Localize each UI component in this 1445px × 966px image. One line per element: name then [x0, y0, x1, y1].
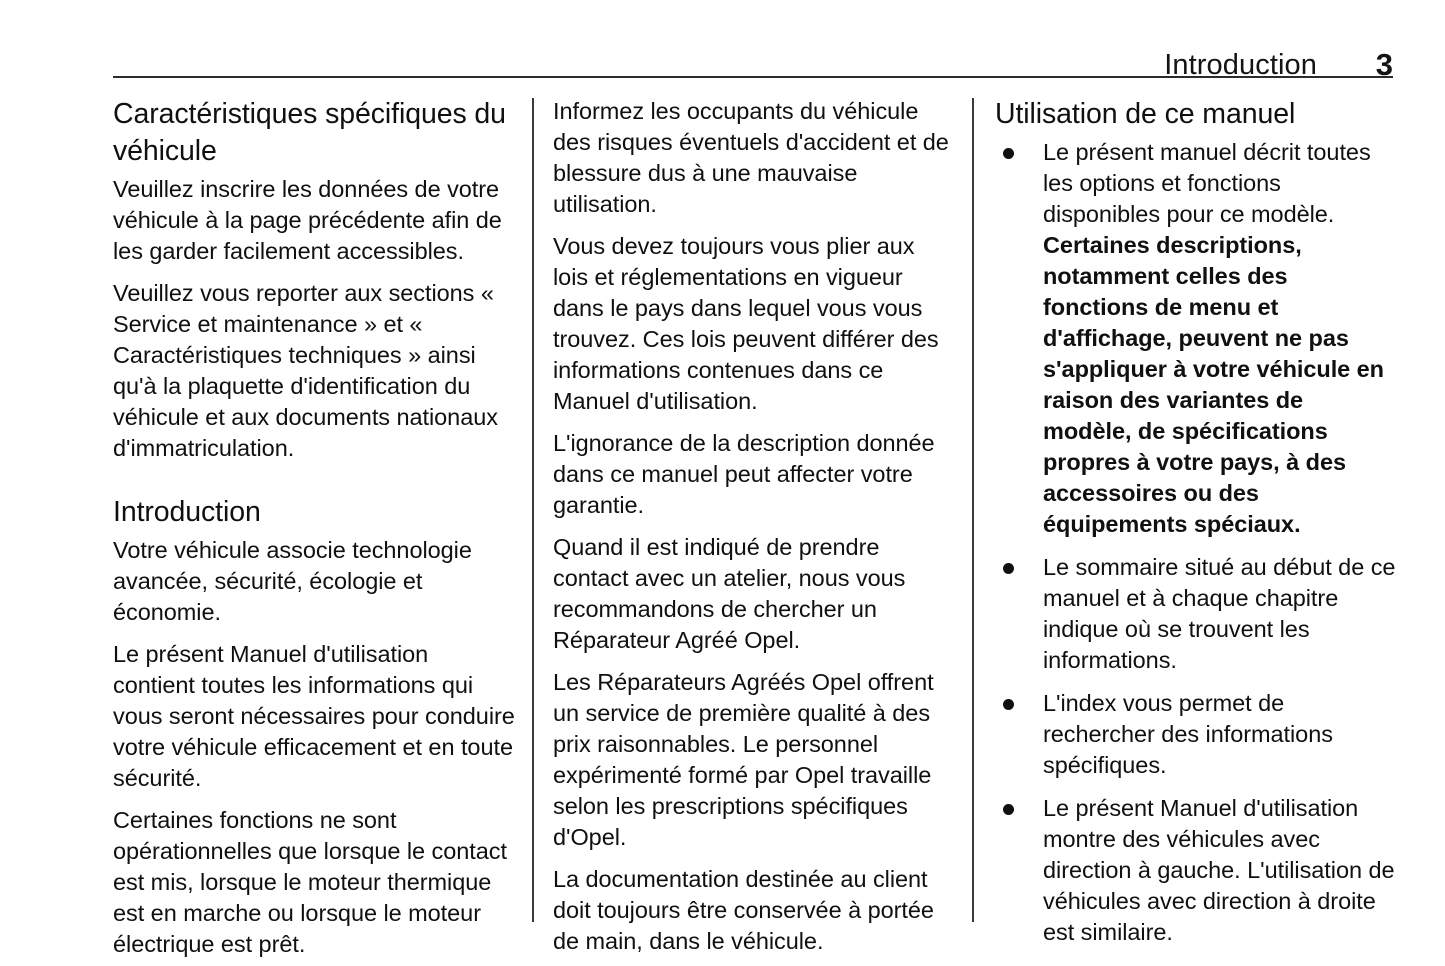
col1-paragraph-3: Votre véhicule associe technologie avancée, sécurité, écologie et économie. [113, 537, 472, 625]
heading-caracteristiques-specifiques: Caractéristiques spécifiques du véhicule [113, 98, 506, 167]
col2-paragraph-1: Informez les occupants du véhicule des risques éventuels d'accident et de blessure dus à une mauvaise utilisation. [553, 98, 949, 217]
column-divider-2 [972, 98, 974, 922]
column-1 [113, 96, 515, 960]
bullet-text-normal: Le sommaire situé au début de ce manuel et à chaque chapitre indique où se trouvent les informations. [1043, 554, 1396, 673]
usage-bullet-list [995, 137, 1397, 948]
heading-introduction: Introduction [113, 496, 261, 528]
header-rule-divider [113, 76, 1393, 78]
heading-utilisation-de-ce-manuel: Utilisation de ce manuel [995, 98, 1296, 130]
page-number: 3 [1375, 47, 1393, 82]
col1-paragraph-4: Le présent Manuel d'utilisation contient toutes les informations qui vous seront nécessaires pour conduire votre véhicule efficacement et en toute sécurité. [113, 641, 515, 791]
page-header [113, 36, 1393, 80]
bullet-dot-icon [1003, 804, 1014, 815]
col2-paragraph-4: Quand il est indiqué de prendre contact avec un atelier, nous vous recommandons de chercher un Réparateur Agréé Opel. [553, 534, 906, 653]
col2-paragraph-3: L'ignorance de la description donnée dans ce manuel peut affecter votre garantie. [553, 430, 935, 518]
column-3 [995, 96, 1397, 948]
list-item [995, 688, 1397, 781]
bullet-dot-icon [1003, 563, 1014, 574]
col1-paragraph-1: Veuillez inscrire les données de votre véhicule à la page précédente afin de les garder facilement accessibles. [113, 176, 502, 264]
col2-paragraph-2: Vous devez toujours vous plier aux lois et réglementations en vigueur dans le pays dans lequel vous vous trouvez. Ces lois peuvent différer des informations contenues dans ce Manuel d'utilisation. [553, 233, 939, 414]
bullet-text-normal: L'index vous permet de rechercher des informations spécifiques. [1043, 690, 1333, 778]
list-item [995, 552, 1397, 676]
column-divider-1 [532, 98, 534, 922]
bullet-text-normal: Le présent manuel décrit toutes les options et fonctions disponibles pour ce modèle. [1043, 139, 1371, 227]
page-title: Introduction [1164, 49, 1317, 81]
column-2 [553, 96, 955, 957]
columns-container [0, 96, 1445, 957]
bullet-text-normal: Le présent Manuel d'utilisation montre des véhicules avec direction à gauche. L'utilisation de véhicules avec direction à droite est similaire. [1043, 795, 1395, 945]
bullet-dot-icon [1003, 699, 1014, 710]
list-item [995, 137, 1397, 540]
col1-paragraph-5: Certaines fonctions ne sont opérationnelles que lorsque le contact est mis, lorsque le moteur thermique est en marche ou lorsque le moteur électrique est prêt. [113, 807, 507, 957]
list-item [995, 793, 1397, 948]
col1-paragraph-2: Veuillez vous reporter aux sections « Service et maintenance » et « Caractéristiques techniques » ainsi qu'à la plaquette d'identification du véhicule et aux documents nationaux d'immatriculation. [113, 280, 498, 461]
bullet-dot-icon [1003, 148, 1014, 159]
col2-paragraph-6: La documentation destinée au client doit toujours être conservée à portée de main, dans le véhicule. [553, 866, 934, 954]
bullet-text-bold: Certaines descriptions, notamment celles des fonctions de menu et d'affichage, peuvent ne pas s'appliquer à votre véhicule en raison des variantes de modèle, de spécifications propres à votre pays, à des accessoires ou des équipements spéciaux. [1043, 232, 1384, 537]
col2-paragraph-5: Les Réparateurs Agréés Opel offrent un service de première qualité à des prix raisonnables. Le personnel expérimenté formé par Opel travaille selon les prescriptions spécifiques d'Opel. [553, 669, 934, 850]
